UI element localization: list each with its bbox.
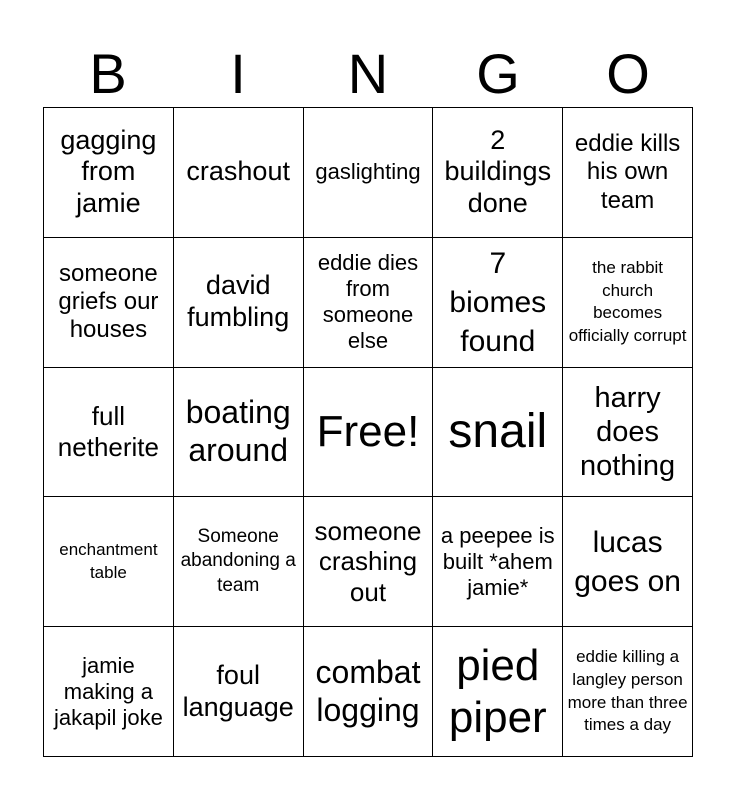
bingo-cell-text: foul language — [182, 659, 294, 722]
bingo-cell-r1c2[interactable] — [174, 108, 304, 238]
bingo-cell-r5c2[interactable] — [174, 627, 304, 757]
header-letter-i: I — [230, 42, 246, 105]
bingo-cell-text: enchantment table — [59, 540, 158, 582]
bingo-cell-text: david fumbling — [187, 270, 290, 333]
bingo-cell-r2c4[interactable] — [433, 238, 563, 368]
bingo-cell-text: Someone abandoning a team — [180, 525, 296, 597]
bingo-cell-r3c4[interactable] — [433, 368, 563, 498]
bingo-cell-text: boating around — [185, 394, 291, 468]
bingo-cell-r2c5[interactable] — [563, 238, 693, 368]
bingo-cell-r1c3[interactable] — [304, 108, 434, 238]
bingo-cell-free[interactable] — [304, 368, 434, 498]
bingo-cell-r5c4[interactable] — [433, 627, 563, 757]
bingo-cell-text: eddie killing a langley person more than three times a day — [567, 647, 688, 735]
bingo-cell-text: lucas goes on — [574, 525, 681, 598]
bingo-cell-text: a peepee is built *ahem jamie* — [440, 522, 555, 600]
bingo-cell-text: 2 buildings done — [444, 124, 552, 219]
bingo-cell-text: the rabbit church becomes officially corrupt — [568, 257, 687, 345]
bingo-cell-text: pied piper — [448, 640, 547, 742]
bingo-cell-text: gagging from jamie — [60, 124, 157, 219]
bingo-cell-r1c5[interactable] — [563, 108, 693, 238]
bingo-cell-text: harry does nothing — [580, 381, 676, 483]
bingo-cell-text: combat logging — [315, 653, 421, 728]
bingo-cell-r2c3[interactable] — [304, 238, 434, 368]
bingo-cell-r4c4[interactable] — [433, 497, 563, 627]
bingo-header — [43, 40, 693, 108]
bingo-cell-r3c1[interactable] — [44, 368, 174, 498]
bingo-cell-text: jamie making a jakapil joke — [53, 652, 163, 730]
bingo-cell-r4c3[interactable] — [304, 497, 434, 627]
bingo-cell-text: eddie kills his own team — [574, 129, 681, 214]
bingo-cell-r3c2[interactable] — [174, 368, 304, 498]
bingo-cell-r1c1[interactable] — [44, 108, 174, 238]
bingo-cell-text: full netherite — [57, 401, 159, 462]
bingo-cell-r5c5[interactable] — [563, 627, 693, 757]
bingo-cell-r4c1[interactable] — [44, 497, 174, 627]
bingo-cell-r3c5[interactable] — [563, 368, 693, 498]
header-letter-o: O — [606, 42, 650, 105]
bingo-cell-text: crashout — [186, 156, 290, 187]
bingo-card-grid — [43, 107, 693, 757]
bingo-cell-r4c5[interactable] — [563, 497, 693, 627]
bingo-cell-text: Free! — [316, 407, 420, 457]
header-letter-b: B — [89, 42, 127, 105]
bingo-cell-r5c3[interactable] — [304, 627, 434, 757]
bingo-cell-r4c2[interactable] — [174, 497, 304, 627]
bingo-cell-text: someone griefs our houses — [58, 259, 159, 344]
bingo-cell-r2c1[interactable] — [44, 238, 174, 368]
bingo-cell-text: eddie dies from someone else — [317, 250, 419, 354]
bingo-cell-text: gaslighting — [315, 159, 421, 185]
bingo-cell-text: someone crashing out — [314, 515, 422, 608]
bingo-cell-text: 7 biomes found — [449, 246, 547, 358]
bingo-cell-r1c4[interactable] — [433, 108, 563, 238]
header-letter-g: G — [476, 42, 520, 105]
header-letter-n: N — [347, 42, 389, 105]
bingo-cell-text: snail — [448, 404, 548, 458]
bingo-cell-r2c2[interactable] — [174, 238, 304, 368]
bingo-cell-r5c1[interactable] — [44, 627, 174, 757]
